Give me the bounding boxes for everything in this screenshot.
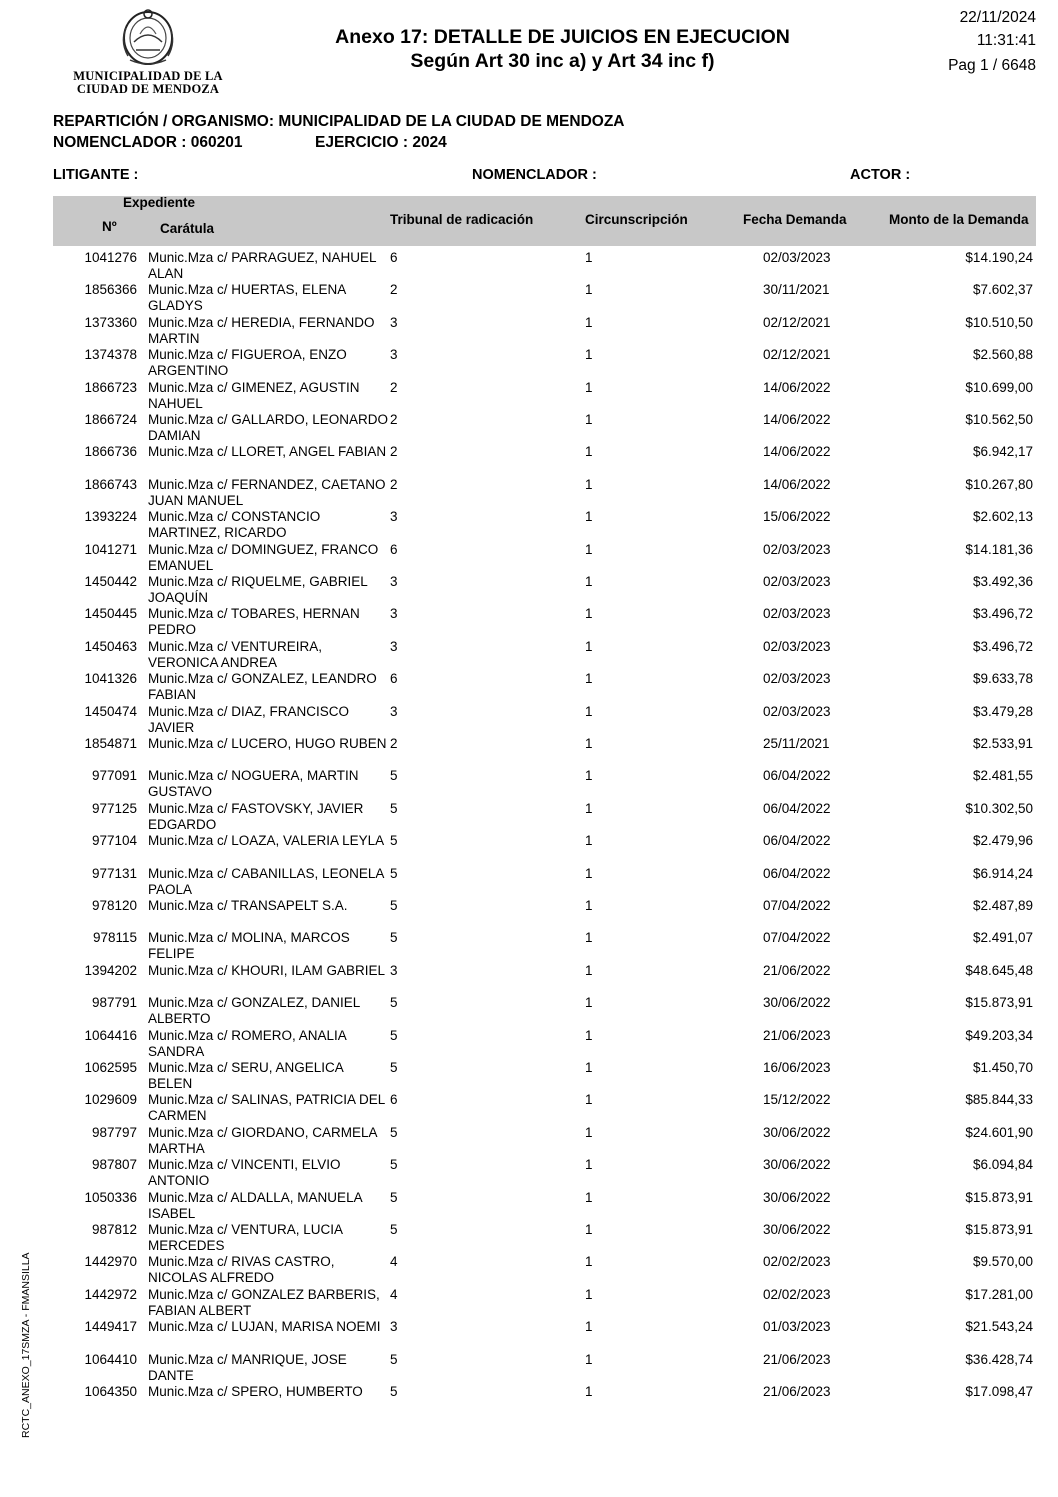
cell-tribunal: 3 — [390, 509, 398, 525]
cell-circunscripcion: 1 — [585, 1351, 593, 1367]
cell-monto: $17.098,47 — [965, 1384, 1033, 1399]
cell-tribunal: 5 — [390, 1189, 398, 1205]
table-row — [0, 898, 1058, 930]
cell-monto: $10.302,50 — [965, 800, 1033, 816]
cell-expediente: 1394202 — [84, 962, 137, 978]
cell-monto: $9.570,00 — [972, 1254, 1033, 1270]
cell-circunscripcion: 1 — [585, 638, 593, 654]
cell-expediente: 1064416 — [84, 1027, 137, 1043]
cell-caratula: Munic.Mza c/ LUJAN, MARISA NOEMI — [148, 1319, 381, 1335]
cell-caratula: Munic.Mza c/ LLORET, ANGEL FABIAN — [148, 444, 387, 460]
cell-tribunal: 3 — [390, 347, 398, 363]
cell-expediente: 977125 — [91, 800, 137, 816]
header-monto: Monto de la Demanda — [889, 212, 1029, 227]
cell-tribunal: 5 — [390, 898, 398, 913]
cell-expediente: 1374378 — [84, 347, 137, 363]
cell-caratula: Munic.Mza c/ GONZALEZ BARBERIS, FABIAN ALBERT — [148, 1286, 380, 1318]
cell-monto: $24.601,90 — [965, 1124, 1033, 1140]
cell-circunscripcion: 1 — [585, 1124, 593, 1140]
cell-tribunal: 3 — [390, 606, 398, 622]
cell-caratula: Munic.Mza c/ CABANILLAS, LEONELA PAOLA — [148, 865, 384, 897]
cell-caratula: Munic.Mza c/ MANRIQUE, JOSE DANTE — [148, 1351, 347, 1383]
cell-caratula: Munic.Mza c/ FERNANDEZ, CAETANO JUAN MANUEL — [148, 476, 386, 508]
cell-tribunal: 3 — [390, 962, 398, 978]
cell-circunscripcion: 1 — [585, 833, 593, 849]
reparticion-heading: REPARTICIÓN / ORGANISMO: MUNICIPALIDAD DE LA CIUDAD DE MENDOZA — [53, 113, 625, 130]
cell-tribunal: 2 — [390, 282, 398, 298]
cell-monto: $10.267,80 — [965, 476, 1033, 492]
logo-line-1: MUNICIPALIDAD DE LA — [73, 69, 223, 83]
cell-caratula: Munic.Mza c/ ALDALLA, MANUELA ISABEL — [148, 1189, 362, 1221]
table-row — [0, 347, 1058, 379]
cell-tribunal: 3 — [390, 314, 398, 330]
cell-expediente: 987812 — [91, 1222, 137, 1237]
cell-fecha: 02/03/2023 — [763, 638, 831, 654]
table-row — [0, 1352, 1058, 1384]
table-row — [0, 866, 1058, 898]
cell-caratula: Munic.Mza c/ GONZALEZ, DANIEL ALBERTO — [148, 995, 360, 1027]
cell-circunscripcion: 1 — [585, 1092, 593, 1108]
cell-tribunal: 3 — [390, 574, 398, 589]
cell-fecha: 02/02/2023 — [763, 1286, 831, 1302]
cell-monto: $49.203,34 — [965, 1027, 1033, 1043]
cell-tribunal: 5 — [390, 1351, 398, 1367]
report-date: 22/11/2024 — [959, 9, 1036, 26]
cell-caratula: Munic.Mza c/ LOAZA, VALERIA LEYLA — [148, 833, 385, 849]
cell-expediente: 987807 — [91, 1157, 137, 1173]
cell-circunscripcion: 1 — [585, 1189, 593, 1205]
header-numero: Nº — [102, 219, 117, 234]
cell-circunscripcion: 1 — [585, 1060, 593, 1075]
cell-circunscripcion: 1 — [585, 962, 593, 978]
litigante-label: LITIGANTE : — [53, 167, 139, 183]
cell-monto: $10.510,50 — [965, 314, 1033, 330]
table-row — [0, 477, 1058, 509]
cell-monto: $3.496,72 — [972, 638, 1033, 654]
cell-fecha: 07/04/2022 — [763, 898, 831, 913]
table-row — [0, 1060, 1058, 1092]
cell-monto: $14.190,24 — [965, 250, 1033, 265]
table-row — [0, 1157, 1058, 1189]
header-circunscripcion: Circunscripción — [585, 212, 688, 227]
cell-tribunal: 5 — [390, 1060, 398, 1075]
cell-expediente: 1050336 — [84, 1189, 137, 1205]
cell-tribunal: 5 — [390, 1384, 398, 1399]
cell-fecha: 06/04/2022 — [763, 865, 831, 881]
cell-caratula: Munic.Mza c/ ROMERO, ANALIA SANDRA — [148, 1027, 347, 1059]
cell-circunscripcion: 1 — [585, 1319, 593, 1335]
table-row — [0, 963, 1058, 995]
cell-fecha: 15/12/2022 — [763, 1092, 831, 1108]
cell-circunscripcion: 1 — [585, 703, 593, 719]
cell-circunscripcion: 1 — [585, 606, 593, 622]
coat-of-arms-icon — [118, 6, 178, 68]
page-indicator: Pag 1 / 6648 — [948, 57, 1036, 74]
report-subtitle: Según Art 30 inc a) y Art 34 inc f) — [410, 50, 715, 72]
table-row — [0, 671, 1058, 703]
cell-expediente: 1041326 — [84, 671, 137, 687]
cell-expediente: 1029609 — [84, 1092, 137, 1108]
cell-circunscripcion: 1 — [585, 574, 593, 589]
cell-expediente: 1449417 — [84, 1319, 137, 1335]
table-row — [0, 574, 1058, 606]
cell-expediente: 1856366 — [84, 282, 137, 298]
cell-circunscripcion: 1 — [585, 671, 593, 687]
cell-fecha: 14/06/2022 — [763, 379, 831, 395]
cell-caratula: Munic.Mza c/ GIMENEZ, AGUSTIN NAHUEL — [148, 379, 360, 411]
municipal-logo — [58, 6, 238, 98]
cell-monto: $2.602,13 — [972, 509, 1033, 525]
cell-expediente: 978115 — [92, 930, 137, 946]
cell-circunscripcion: 1 — [585, 347, 593, 363]
cell-expediente: 978120 — [91, 898, 137, 913]
report-title: Anexo 17: DETALLE DE JUICIOS EN EJECUCION — [335, 26, 790, 48]
cell-tribunal: 5 — [390, 1124, 398, 1140]
cell-tribunal: 5 — [390, 768, 398, 784]
cell-caratula: Munic.Mza c/ VENTUREIRA, VERONICA ANDREA — [148, 638, 323, 670]
cell-expediente: 1854871 — [84, 736, 137, 751]
nomenclador-label: NOMENCLADOR : — [472, 167, 597, 183]
cell-monto: $10.562,50 — [965, 412, 1033, 427]
cell-fecha: 30/06/2022 — [763, 1189, 831, 1205]
cell-caratula: Munic.Mza c/ SERU, ANGELICA BELEN — [148, 1060, 344, 1091]
cell-circunscripcion: 1 — [585, 314, 593, 330]
cell-monto: $14.181,36 — [965, 541, 1033, 557]
table-row — [0, 412, 1058, 444]
cell-tribunal: 6 — [390, 541, 398, 557]
table-row — [0, 995, 1058, 1027]
table-row — [0, 509, 1058, 541]
cell-monto: $48.645,48 — [965, 962, 1033, 978]
header-expediente: Expediente — [123, 195, 196, 210]
cell-fecha: 21/06/2023 — [763, 1384, 831, 1399]
cell-tribunal: 2 — [390, 379, 398, 395]
cell-expediente: 1866724 — [84, 412, 137, 427]
cell-tribunal: 3 — [390, 703, 398, 719]
actor-label: ACTOR : — [850, 167, 911, 183]
cell-expediente: 1393224 — [84, 509, 137, 525]
cell-circunscripcion: 1 — [585, 1254, 593, 1270]
cell-circunscripcion: 1 — [585, 898, 593, 913]
cell-monto: $36.428,74 — [965, 1351, 1033, 1367]
cell-caratula: Munic.Mza c/ MOLINA, MARCOS FELIPE — [148, 930, 350, 962]
cell-tribunal: 3 — [390, 1319, 398, 1335]
cell-expediente: 1041271 — [84, 541, 137, 557]
table-row — [0, 704, 1058, 736]
cell-monto: $2.487,89 — [972, 898, 1033, 913]
cell-fecha: 06/04/2022 — [763, 800, 831, 816]
table-row — [0, 736, 1058, 768]
side-report-code: RCTC_ANEXO_17SMZA - FMANSILLA — [20, 1252, 32, 1438]
cell-fecha: 02/03/2023 — [763, 671, 831, 687]
cell-circunscripcion: 1 — [585, 509, 593, 525]
cell-tribunal: 2 — [390, 476, 398, 492]
cell-caratula: Munic.Mza c/ DIAZ, FRANCISCO JAVIER — [148, 703, 350, 735]
cell-circunscripcion: 1 — [585, 412, 593, 427]
cell-expediente: 1450442 — [84, 574, 137, 589]
cell-fecha: 14/06/2022 — [763, 444, 831, 460]
cell-caratula: Munic.Mza c/ RIQUELME, GABRIEL JOAQUÍN — [148, 574, 368, 605]
header-tribunal: Tribunal de radicación — [390, 212, 534, 227]
cell-monto: $10.699,00 — [965, 379, 1033, 395]
cell-caratula: Munic.Mza c/ SPERO, HUMBERTO — [148, 1384, 363, 1399]
cell-caratula: Munic.Mza c/ CONSTANCIO MARTINEZ, RICARDO — [148, 509, 321, 541]
cell-expediente: 1442970 — [84, 1254, 137, 1270]
cell-tribunal: 5 — [390, 865, 398, 881]
cell-circunscripcion: 1 — [585, 1157, 593, 1173]
table-row — [0, 444, 1058, 476]
table-row — [0, 1028, 1058, 1060]
cell-caratula: Munic.Mza c/ VENTURA, LUCIA MERCEDES — [148, 1222, 343, 1253]
cell-fecha: 25/11/2021 — [763, 736, 830, 751]
cell-tribunal: 5 — [390, 1027, 398, 1043]
cell-monto: $21.543,24 — [965, 1319, 1033, 1335]
cell-monto: $6.942,17 — [972, 444, 1033, 460]
cell-caratula: Munic.Mza c/ FIGUEROA, ENZO ARGENTINO — [148, 347, 347, 379]
header-caratula: Carátula — [160, 221, 215, 236]
cell-fecha: 30/06/2022 — [763, 1157, 831, 1173]
cell-tribunal: 6 — [390, 671, 398, 687]
cell-monto: $2.491,07 — [972, 930, 1033, 946]
cell-fecha: 02/03/2023 — [763, 574, 831, 589]
cell-circunscripcion: 1 — [585, 541, 593, 557]
table-row — [0, 801, 1058, 833]
table-row — [0, 1190, 1058, 1222]
cell-caratula: Munic.Mza c/ SALINAS, PATRICIA DEL CARMEN — [148, 1092, 385, 1124]
cell-expediente: 1450463 — [84, 638, 137, 654]
cell-expediente: 977131 — [91, 865, 137, 881]
cell-monto: $15.873,91 — [965, 1222, 1033, 1237]
cell-tribunal: 5 — [390, 833, 398, 849]
table-row — [0, 1384, 1058, 1416]
ejercicio-heading: EJERCICIO : 2024 — [315, 134, 447, 151]
cell-expediente: 1041276 — [84, 250, 137, 265]
cell-expediente: 987797 — [91, 1124, 137, 1140]
cell-circunscripcion: 1 — [585, 250, 593, 265]
cell-circunscripcion: 1 — [585, 865, 593, 881]
nomenclador-heading: NOMENCLADOR : 060201 — [53, 134, 243, 151]
cell-tribunal: 4 — [390, 1254, 398, 1270]
cell-monto: $17.281,00 — [965, 1286, 1033, 1302]
cell-caratula: Munic.Mza c/ GONZALEZ, LEANDRO FABIAN — [148, 671, 377, 703]
table-row — [0, 542, 1058, 574]
cell-caratula: Munic.Mza c/ TRANSAPELT S.A. — [148, 898, 348, 913]
cell-fecha: 02/03/2023 — [763, 606, 831, 622]
cell-expediente: 1064410 — [84, 1351, 137, 1367]
cell-fecha: 30/06/2022 — [763, 1222, 831, 1237]
cell-caratula: Munic.Mza c/ PARRAGUEZ, NAHUEL ALAN — [148, 250, 377, 281]
table-row — [0, 1319, 1058, 1351]
cell-fecha: 06/04/2022 — [763, 768, 831, 784]
cell-expediente: 977104 — [91, 833, 137, 849]
cell-monto: $1.450,70 — [972, 1060, 1033, 1075]
cell-circunscripcion: 1 — [585, 476, 593, 492]
cell-circunscripcion: 1 — [585, 800, 593, 816]
cell-expediente: 1373360 — [84, 314, 137, 330]
cell-expediente: 1450445 — [84, 606, 137, 622]
cell-fecha: 21/06/2022 — [763, 962, 831, 978]
cell-fecha: 07/04/2022 — [763, 930, 831, 946]
cell-fecha: 02/12/2021 — [763, 347, 831, 363]
table-row — [0, 1125, 1058, 1157]
cell-circunscripcion: 1 — [585, 1286, 593, 1302]
cell-monto: $3.496,72 — [972, 606, 1033, 622]
table-row — [0, 1222, 1058, 1254]
cell-circunscripcion: 1 — [585, 930, 593, 946]
cell-fecha: 30/06/2022 — [763, 995, 831, 1011]
cell-caratula: Munic.Mza c/ VINCENTI, ELVIO ANTONIO — [148, 1157, 341, 1189]
cell-caratula: Munic.Mza c/ HEREDIA, FERNANDO MARTIN — [148, 314, 375, 346]
cell-caratula: Munic.Mza c/ GIORDANO, CARMELA MARTHA — [148, 1124, 377, 1156]
cell-caratula: Munic.Mza c/ FASTOVSKY, JAVIER EDGARDO — [148, 800, 364, 832]
cell-monto: $3.479,28 — [972, 703, 1033, 719]
cell-monto: $2.560,88 — [972, 347, 1033, 363]
cell-monto: $3.492,36 — [972, 574, 1033, 589]
table-row — [0, 639, 1058, 671]
cell-tribunal: 5 — [390, 800, 398, 816]
cell-expediente: 1062595 — [84, 1060, 137, 1075]
cell-fecha: 30/11/2021 — [763, 282, 830, 298]
cell-expediente: 1450474 — [84, 703, 137, 719]
table-row — [0, 250, 1058, 282]
cell-monto: $15.873,91 — [965, 995, 1033, 1011]
table-row — [0, 282, 1058, 314]
cell-monto: $2.481,55 — [972, 768, 1033, 784]
cell-tribunal: 4 — [390, 1286, 398, 1302]
cell-caratula: Munic.Mza c/ NOGUERA, MARTIN GUSTAVO — [148, 768, 359, 800]
logo-line-2: CIUDAD DE MENDOZA — [76, 82, 220, 96]
cell-fecha: 02/02/2023 — [763, 1254, 831, 1270]
cell-monto: $6.094,84 — [972, 1157, 1033, 1173]
cell-fecha: 02/03/2023 — [763, 250, 831, 265]
table-row — [0, 1092, 1058, 1124]
cell-expediente: 987791 — [91, 995, 137, 1011]
cell-fecha: 14/06/2022 — [763, 476, 831, 492]
cell-tribunal: 2 — [390, 412, 398, 427]
table-row — [0, 833, 1058, 865]
cell-monto: $2.479,96 — [972, 833, 1033, 849]
header-fecha: Fecha Demanda — [743, 212, 847, 227]
table-row — [0, 768, 1058, 800]
cell-fecha: 21/06/2023 — [763, 1027, 831, 1043]
cell-tribunal: 2 — [390, 736, 398, 751]
cell-caratula: Munic.Mza c/ TOBARES, HERNAN PEDRO — [148, 606, 360, 638]
cell-expediente: 1866736 — [84, 444, 137, 460]
cell-circunscripcion: 1 — [585, 768, 593, 784]
cell-monto: $2.533,91 — [972, 736, 1033, 751]
cell-caratula: Munic.Mza c/ LUCERO, HUGO RUBEN — [148, 736, 387, 751]
cell-tribunal: 5 — [390, 930, 398, 946]
cell-monto: $85.844,33 — [965, 1092, 1033, 1108]
cell-fecha: 01/03/2023 — [763, 1319, 831, 1335]
cell-fecha: 21/06/2023 — [763, 1351, 831, 1367]
cell-monto: $9.633,78 — [972, 671, 1033, 687]
cell-tribunal: 5 — [390, 1222, 398, 1237]
cell-fecha: 30/06/2022 — [763, 1124, 831, 1140]
cell-circunscripcion: 1 — [585, 1027, 593, 1043]
cell-circunscripcion: 1 — [585, 444, 593, 460]
cell-circunscripcion: 1 — [585, 736, 593, 751]
cell-caratula: Munic.Mza c/ HUERTAS, ELENA GLADYS — [148, 282, 346, 314]
cell-caratula: Munic.Mza c/ GALLARDO, LEONARDO DAMIAN — [148, 412, 389, 443]
cell-expediente: 977091 — [91, 768, 137, 784]
cell-expediente: 1442972 — [84, 1286, 137, 1302]
cell-tribunal: 3 — [390, 638, 398, 654]
cell-caratula: Munic.Mza c/ KHOURI, ILAM GABRIEL — [148, 962, 386, 978]
cell-tribunal: 2 — [390, 444, 398, 460]
cell-fecha: 16/06/2023 — [763, 1060, 831, 1075]
cell-circunscripcion: 1 — [585, 1222, 593, 1237]
table-row — [0, 1287, 1058, 1319]
cell-fecha: 02/12/2021 — [763, 314, 831, 330]
cell-monto: $15.873,91 — [965, 1189, 1033, 1205]
cell-tribunal: 5 — [390, 995, 398, 1011]
cell-expediente: 1866743 — [84, 476, 137, 492]
table-row — [0, 380, 1058, 412]
cell-circunscripcion: 1 — [585, 1384, 593, 1399]
cell-fecha: 15/06/2022 — [763, 509, 831, 525]
cell-fecha: 02/03/2023 — [763, 541, 831, 557]
report-time: 11:31:41 — [976, 32, 1036, 49]
cell-expediente: 1866723 — [84, 379, 137, 395]
cell-circunscripcion: 1 — [585, 379, 593, 395]
table-row — [0, 930, 1058, 962]
table-row — [0, 606, 1058, 638]
cell-fecha: 14/06/2022 — [763, 412, 831, 427]
cell-caratula: Munic.Mza c/ DOMINGUEZ, FRANCO EMANUEL — [148, 541, 379, 573]
cell-caratula: Munic.Mza c/ RIVAS CASTRO, NICOLAS ALFREDO — [148, 1254, 335, 1286]
cell-circunscripcion: 1 — [585, 995, 593, 1011]
cell-circunscripcion: 1 — [585, 282, 593, 298]
cell-monto: $7.602,37 — [972, 282, 1033, 298]
cell-tribunal: 6 — [390, 1092, 398, 1108]
cell-fecha: 06/04/2022 — [763, 833, 831, 849]
cell-monto: $6.914,24 — [972, 865, 1033, 881]
cell-tribunal: 5 — [390, 1157, 398, 1173]
table-row — [0, 1254, 1058, 1286]
cell-tribunal: 6 — [390, 250, 398, 265]
cell-fecha: 02/03/2023 — [763, 703, 831, 719]
table-row — [0, 315, 1058, 347]
cell-expediente: 1064350 — [84, 1384, 137, 1399]
